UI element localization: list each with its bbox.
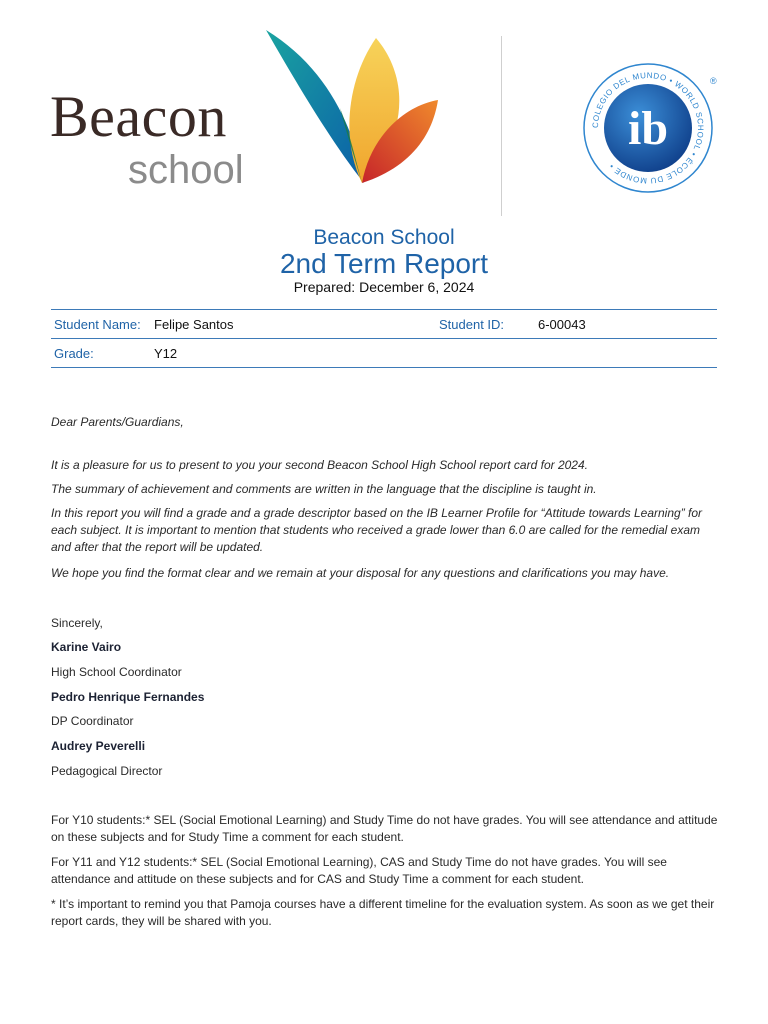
- grade-label: Grade:: [54, 346, 94, 361]
- school-name-heading: Beacon School: [313, 226, 455, 249]
- header-divider: [501, 36, 502, 216]
- seal-ring-text: COLEGIO DEL MUNDO • WORLD SCHOOL • ÉCOLE DU MONDE •: [590, 70, 706, 186]
- letter-closing: Sincerely,: [51, 616, 103, 630]
- student-name-label: Student Name:: [54, 317, 141, 332]
- student-info-table: [51, 309, 717, 368]
- letter-greeting: Dear Parents/Guardians,: [51, 415, 184, 429]
- signatory-name-1: Karine Vairo: [51, 640, 122, 654]
- student-info-row-1: [51, 309, 717, 338]
- letter-paragraph-1: It is a pleasure for us to present to you your second Beacon School High School report card for 2024.: [51, 458, 588, 472]
- note-y11-y12: For Y11 and Y12 students:* SEL (Social Emotional Learning), CAS and Study Time do not have grades. You will see attendance and attitude on these subjects and for CAS and Study Time a comment for each student.: [51, 855, 667, 886]
- beacon-school-logo: [50, 84, 227, 149]
- signatory-name-3: Audrey Peverelli: [51, 739, 146, 753]
- student-name-value: Felipe Santos: [154, 317, 234, 332]
- student-info-row-2: [51, 338, 717, 368]
- student-id-value: 6-00043: [538, 317, 586, 332]
- student-id-label: Student ID:: [439, 317, 505, 332]
- grade-value: Y12: [154, 346, 178, 361]
- logo-word-beacon: Beacon: [50, 84, 227, 149]
- note-y10: For Y10 students:* SEL (Social Emotional Learning) and Study Time do not have grades. You will see attendance and attitude on these subjects and for Study Time a comment for each student.: [51, 813, 718, 844]
- letter-paragraph-4: We hope you find the format clear and we remain at your disposal for any questions and clarifications you may have.: [51, 566, 670, 580]
- signatory-role-3: Pedagogical Director: [51, 764, 163, 778]
- signatory-role-2: DP Coordinator: [51, 714, 134, 728]
- signatory-role-1: High School Coordinator: [51, 665, 182, 679]
- note-pamoja: * It’s important to remind you that Pamoja courses have a different timeline for the evaluation system. As soon as we get their report cards, they will be shared with you.: [51, 897, 715, 928]
- letter-paragraph-2: The summary of achievement and comments are written in the language that the discipline is taught in.: [51, 482, 597, 496]
- logo-word-school: school: [128, 148, 244, 192]
- letter-paragraph-3: In this report you will find a grade and a grade descriptor based on the IB Learner Profile for “Attitude towards Learning” for each subject. It is important to mention that students who received a grade lower than 6.0 are called for the remedial exam and after that the report will be updated.: [51, 506, 703, 554]
- ib-world-school-seal-icon: [578, 58, 718, 198]
- signatory-name-2: Pedro Henrique Fernandes: [51, 690, 205, 704]
- registered-mark: ®: [710, 76, 717, 86]
- report-title: 2nd Term Report: [279, 248, 489, 279]
- seal-ib-text: ib: [627, 102, 669, 155]
- prepared-date: Prepared: December 6, 2024: [293, 279, 475, 295]
- petal-logo-icon: [258, 28, 448, 193]
